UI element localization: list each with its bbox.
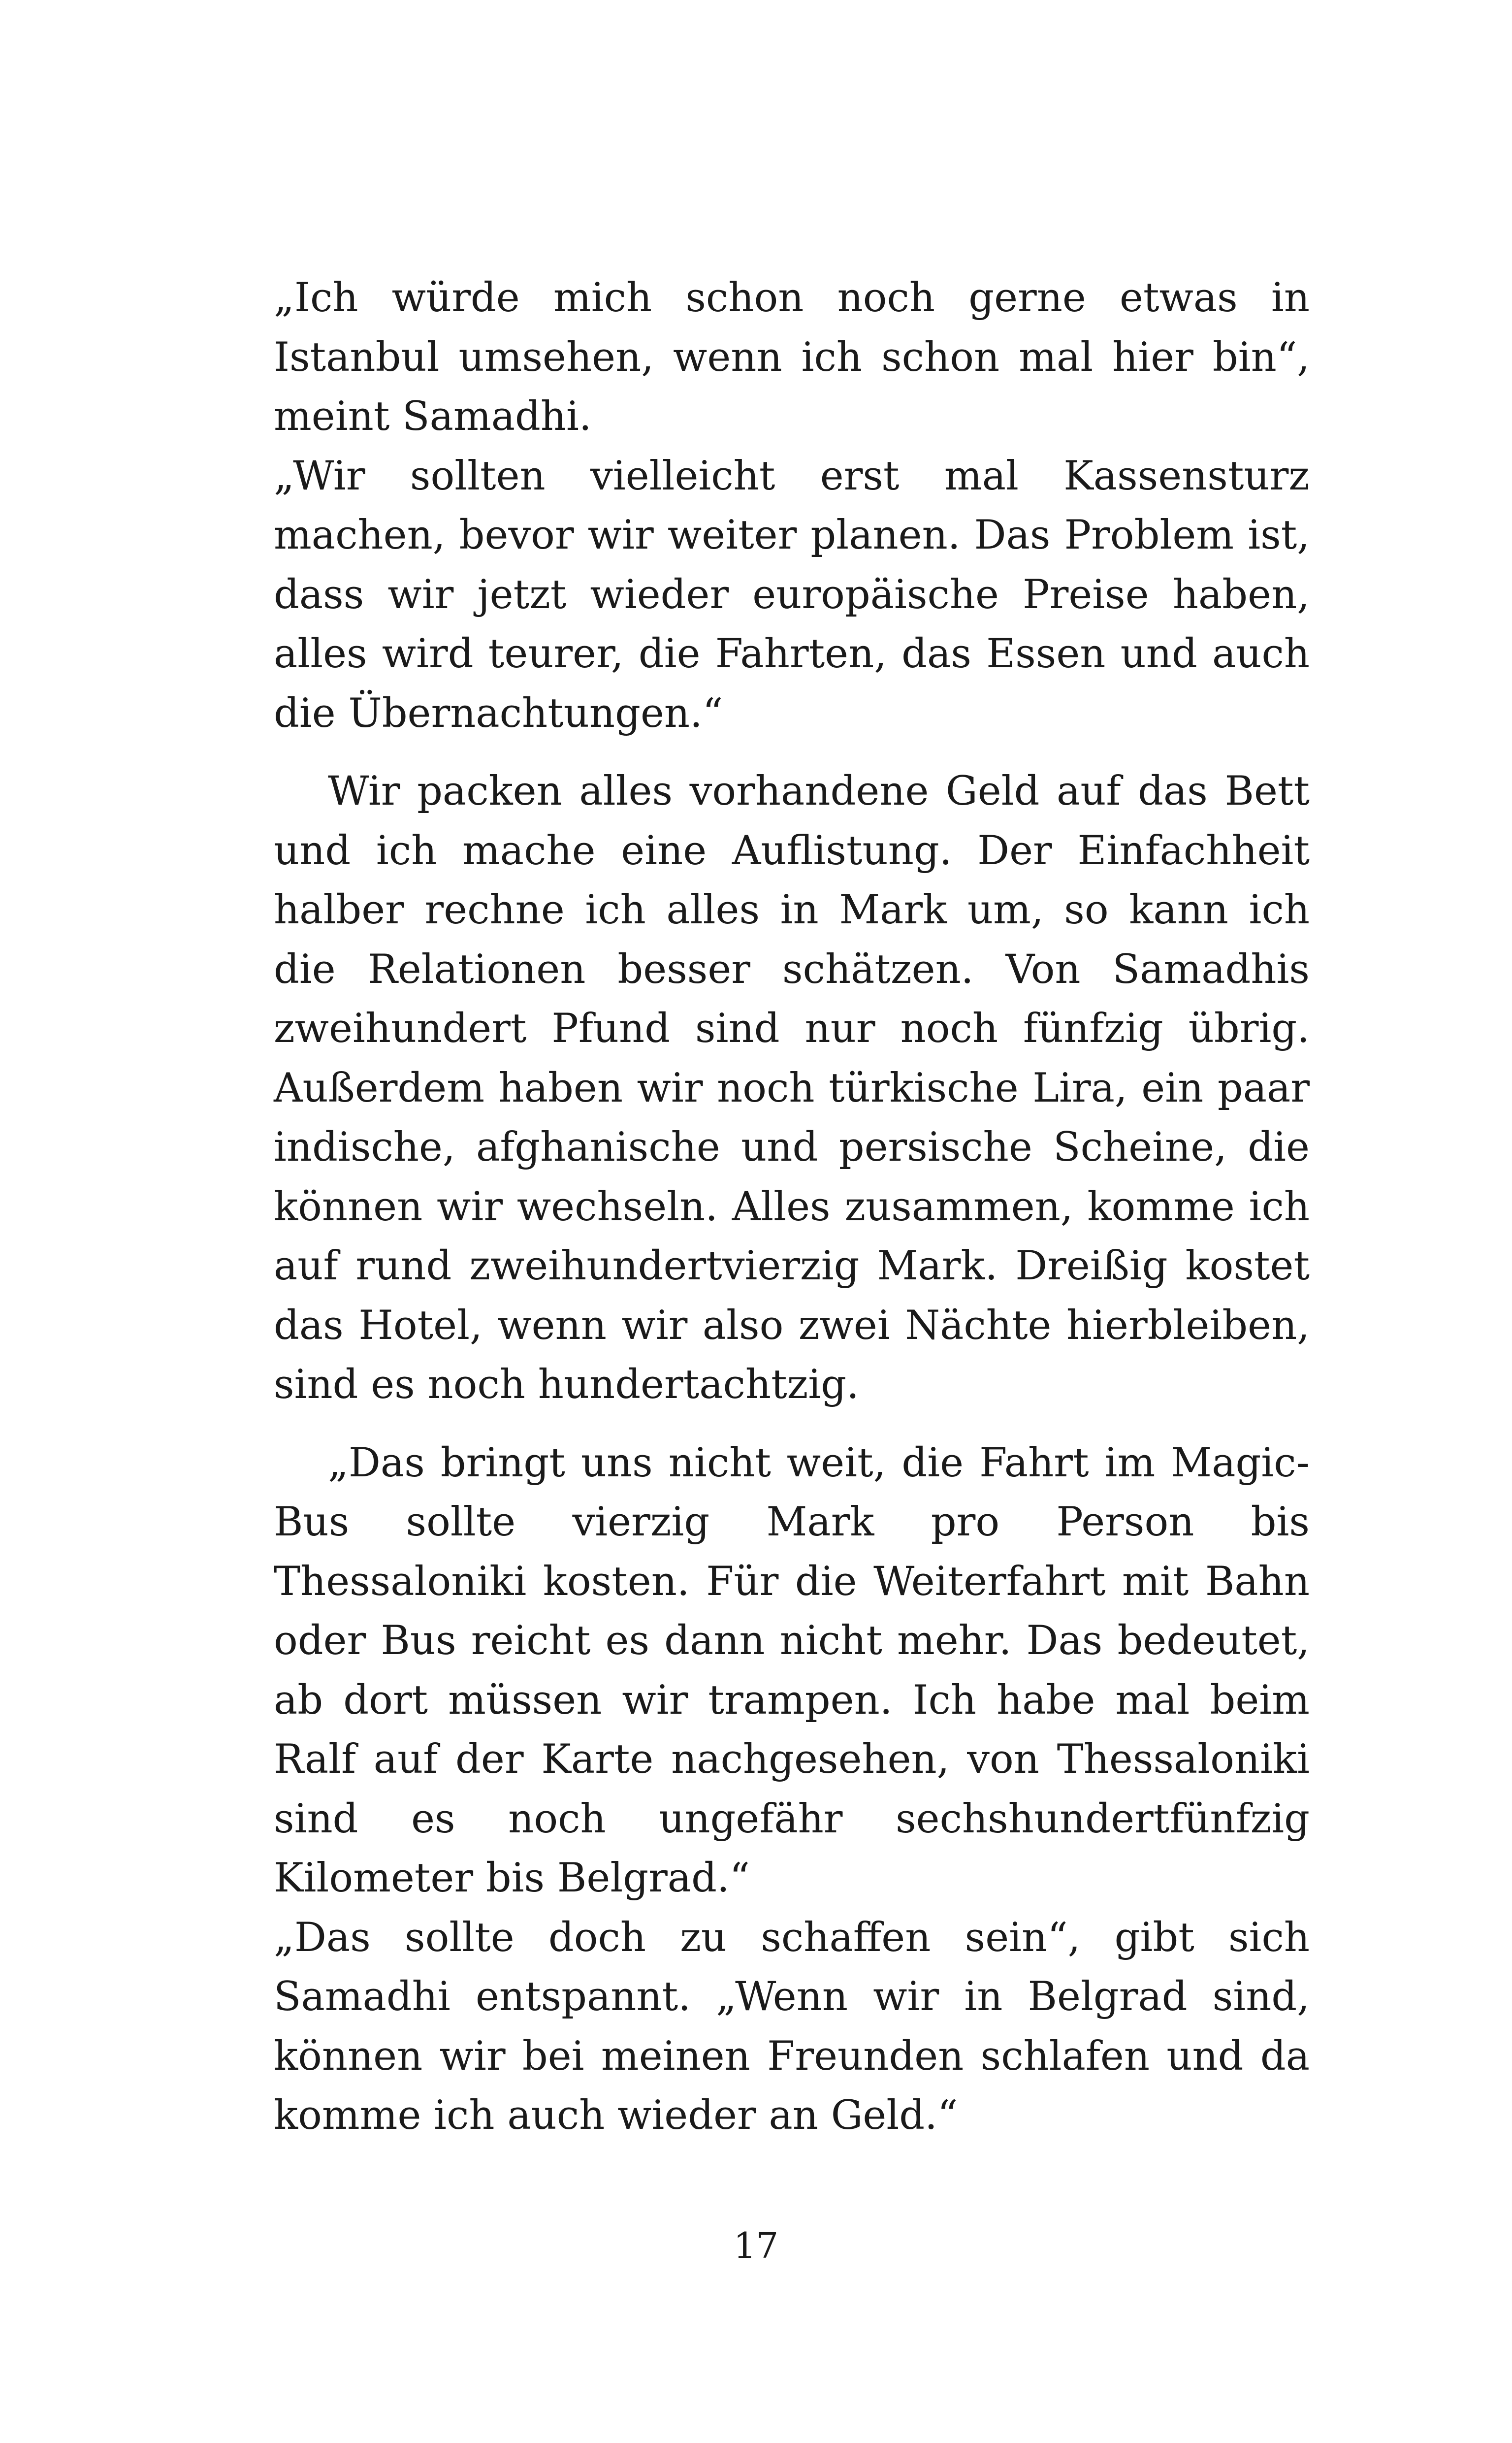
paragraph-dialogue-2: „Wir sollten vielleicht erst mal Kassensturz machen, bevor wir weiter planen. Das Problem ist, dass wir jetzt wieder europäische Preise haben, alles wird teurer, die Fahrten, das Essen und auch die Übernachtungen.“ — [274, 453, 1310, 737]
body-text — [274, 268, 1310, 2146]
page-number: 17 — [733, 2225, 779, 2266]
paragraph-dialogue-4: „Das sollte doch zu schaffen sein“, gibt sich Samadhi entspannt. „Wenn wir in Belgrad sind, können wir bei meinen Freunden schlafen und da komme ich auch wieder an Geld.“ — [274, 1914, 1310, 2139]
paragraph-dialogue-1: „Ich würde mich schon noch gerne etwas in Istanbul umsehen, wenn ich schon mal hier bin“, meint Samadhi. — [274, 275, 1310, 440]
paragraph-narrative-1: Wir packen alles vorhandene Geld auf das Bett und ich mache eine Auflistung. Der Einfachheit halber rechne ich alles in Mark um, so kann ich die Relationen besser schätzen. Von Samadhis zweihundert Pfund sind nur noch fünfzig übrig. Außerdem haben wir noch türkische Lira, ein paar indische, afghanische und persische Scheine, die können wir wechseln. Alles zusammen, komme ich auf rund zweihundertvierzig Mark. Dreißig kostet das Hotel, wenn wir also zwei Nächte hierbleiben, sind es noch hundertachtzig. — [274, 768, 1310, 1408]
paragraph-dialogue-3: „Das bringt uns nicht weit, die Fahrt im Magic-Bus sollte vierzig Mark pro Person bis Thessaloniki kosten. Für die Weiterfahrt mit Bahn oder Bus reicht es dann nicht mehr. Das bedeutet, ab dort müssen wir trampen. Ich habe mal beim Ralf auf der Karte nachgesehen, von Thessaloniki sind es noch ungefähr sechshundertfünfzig Kilometer bis Belgrad.“ — [274, 1439, 1310, 1901]
